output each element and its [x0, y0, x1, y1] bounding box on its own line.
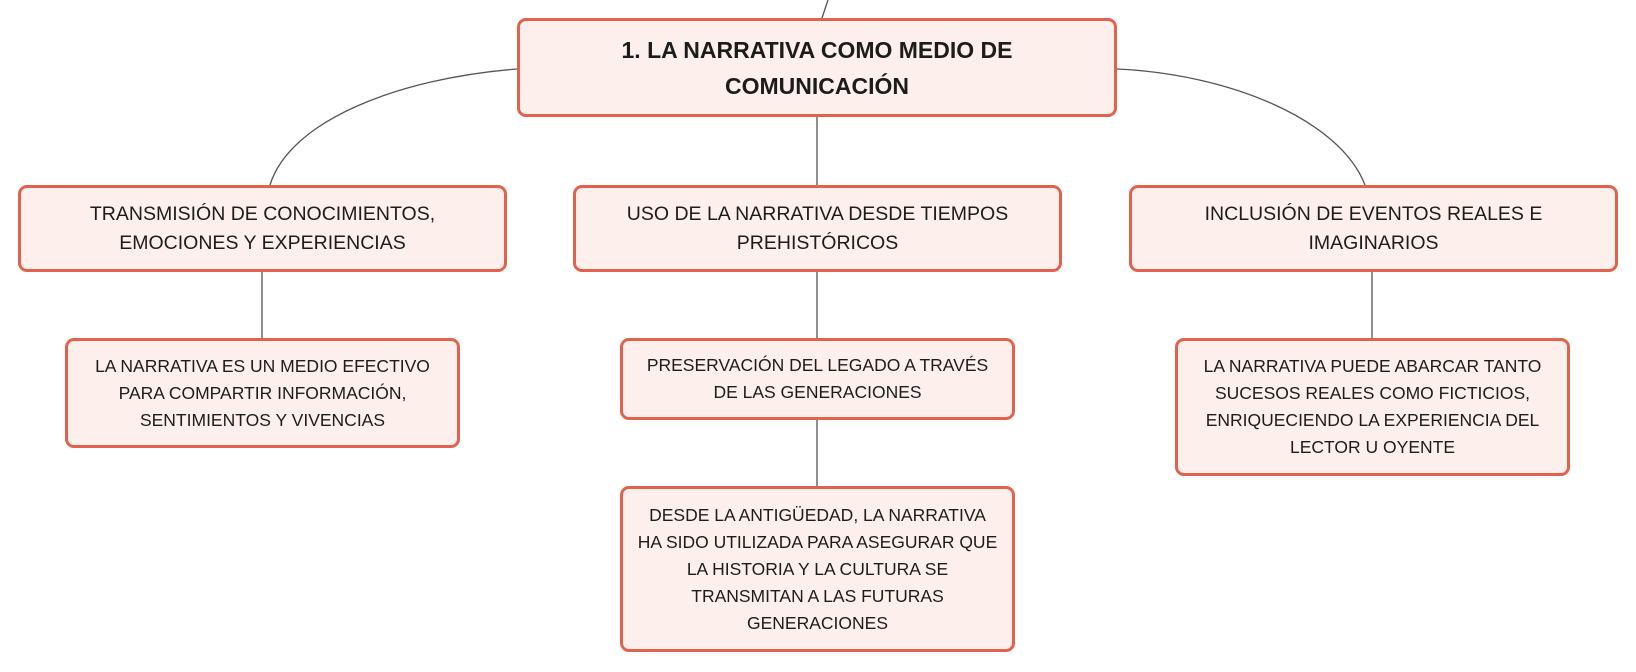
- connector-root-to-branch-1: [270, 69, 517, 185]
- subtopic-label: LA NARRATIVA ES UN MEDIO EFECTIVO PARA COMPARTIR INFORMACIÓN, SENTIMIENTOS Y VIVENCIAS: [95, 355, 430, 430]
- subtopic-label: DESDE LA ANTIGÜEDAD, LA NARRATIVA HA SIDO UTILIZADA PARA ASEGURAR QUE LA HISTORIA Y LA CULTURA SE TRANSMITAN A LAS FUTURAS GENERACIONES: [637, 504, 998, 633]
- branch-label: TRANSMISIÓN DE CONOCIMIENTOS, EMOCIONES Y EXPERIENCIAS: [89, 202, 436, 254]
- subtopic-node-sucesos-reales-ficticios[interactable]: [1175, 338, 1570, 476]
- root-topic-label: 1. LA NARRATIVA COMO MEDIO DE COMUNICACIÓN: [621, 36, 1013, 99]
- branch-node-inclusion-eventos[interactable]: [1129, 185, 1618, 272]
- branch-label: USO DE LA NARRATIVA DESDE TIEMPOS PREHISTÓRICOS: [626, 202, 1009, 254]
- subtopic-node-medio-efectivo[interactable]: [65, 338, 460, 448]
- subtopic-label: LA NARRATIVA PUEDE ABARCAR TANTO SUCESOS REALES COMO FICTICIOS, ENRIQUECIENDO LA EXPERIENCIA DEL LECTOR U OYENTE: [1203, 356, 1542, 457]
- branch-node-uso-narrativa[interactable]: [573, 185, 1062, 272]
- root-topic-node[interactable]: [517, 18, 1117, 117]
- branch-label: INCLUSIÓN DE EVENTOS REALES E IMAGINARIOS: [1204, 202, 1543, 254]
- connector-parent-in: [822, 0, 828, 18]
- subtopic-node-preservacion-legado[interactable]: [620, 338, 1015, 420]
- subtopic-node-desde-antiguedad[interactable]: [620, 486, 1015, 652]
- subtopic-label: PRESERVACIÓN DEL LEGADO A TRAVÉS DE LAS GENERACIONES: [646, 355, 989, 402]
- connector-root-to-branch-3: [1117, 69, 1365, 185]
- branch-node-transmision[interactable]: [18, 185, 507, 272]
